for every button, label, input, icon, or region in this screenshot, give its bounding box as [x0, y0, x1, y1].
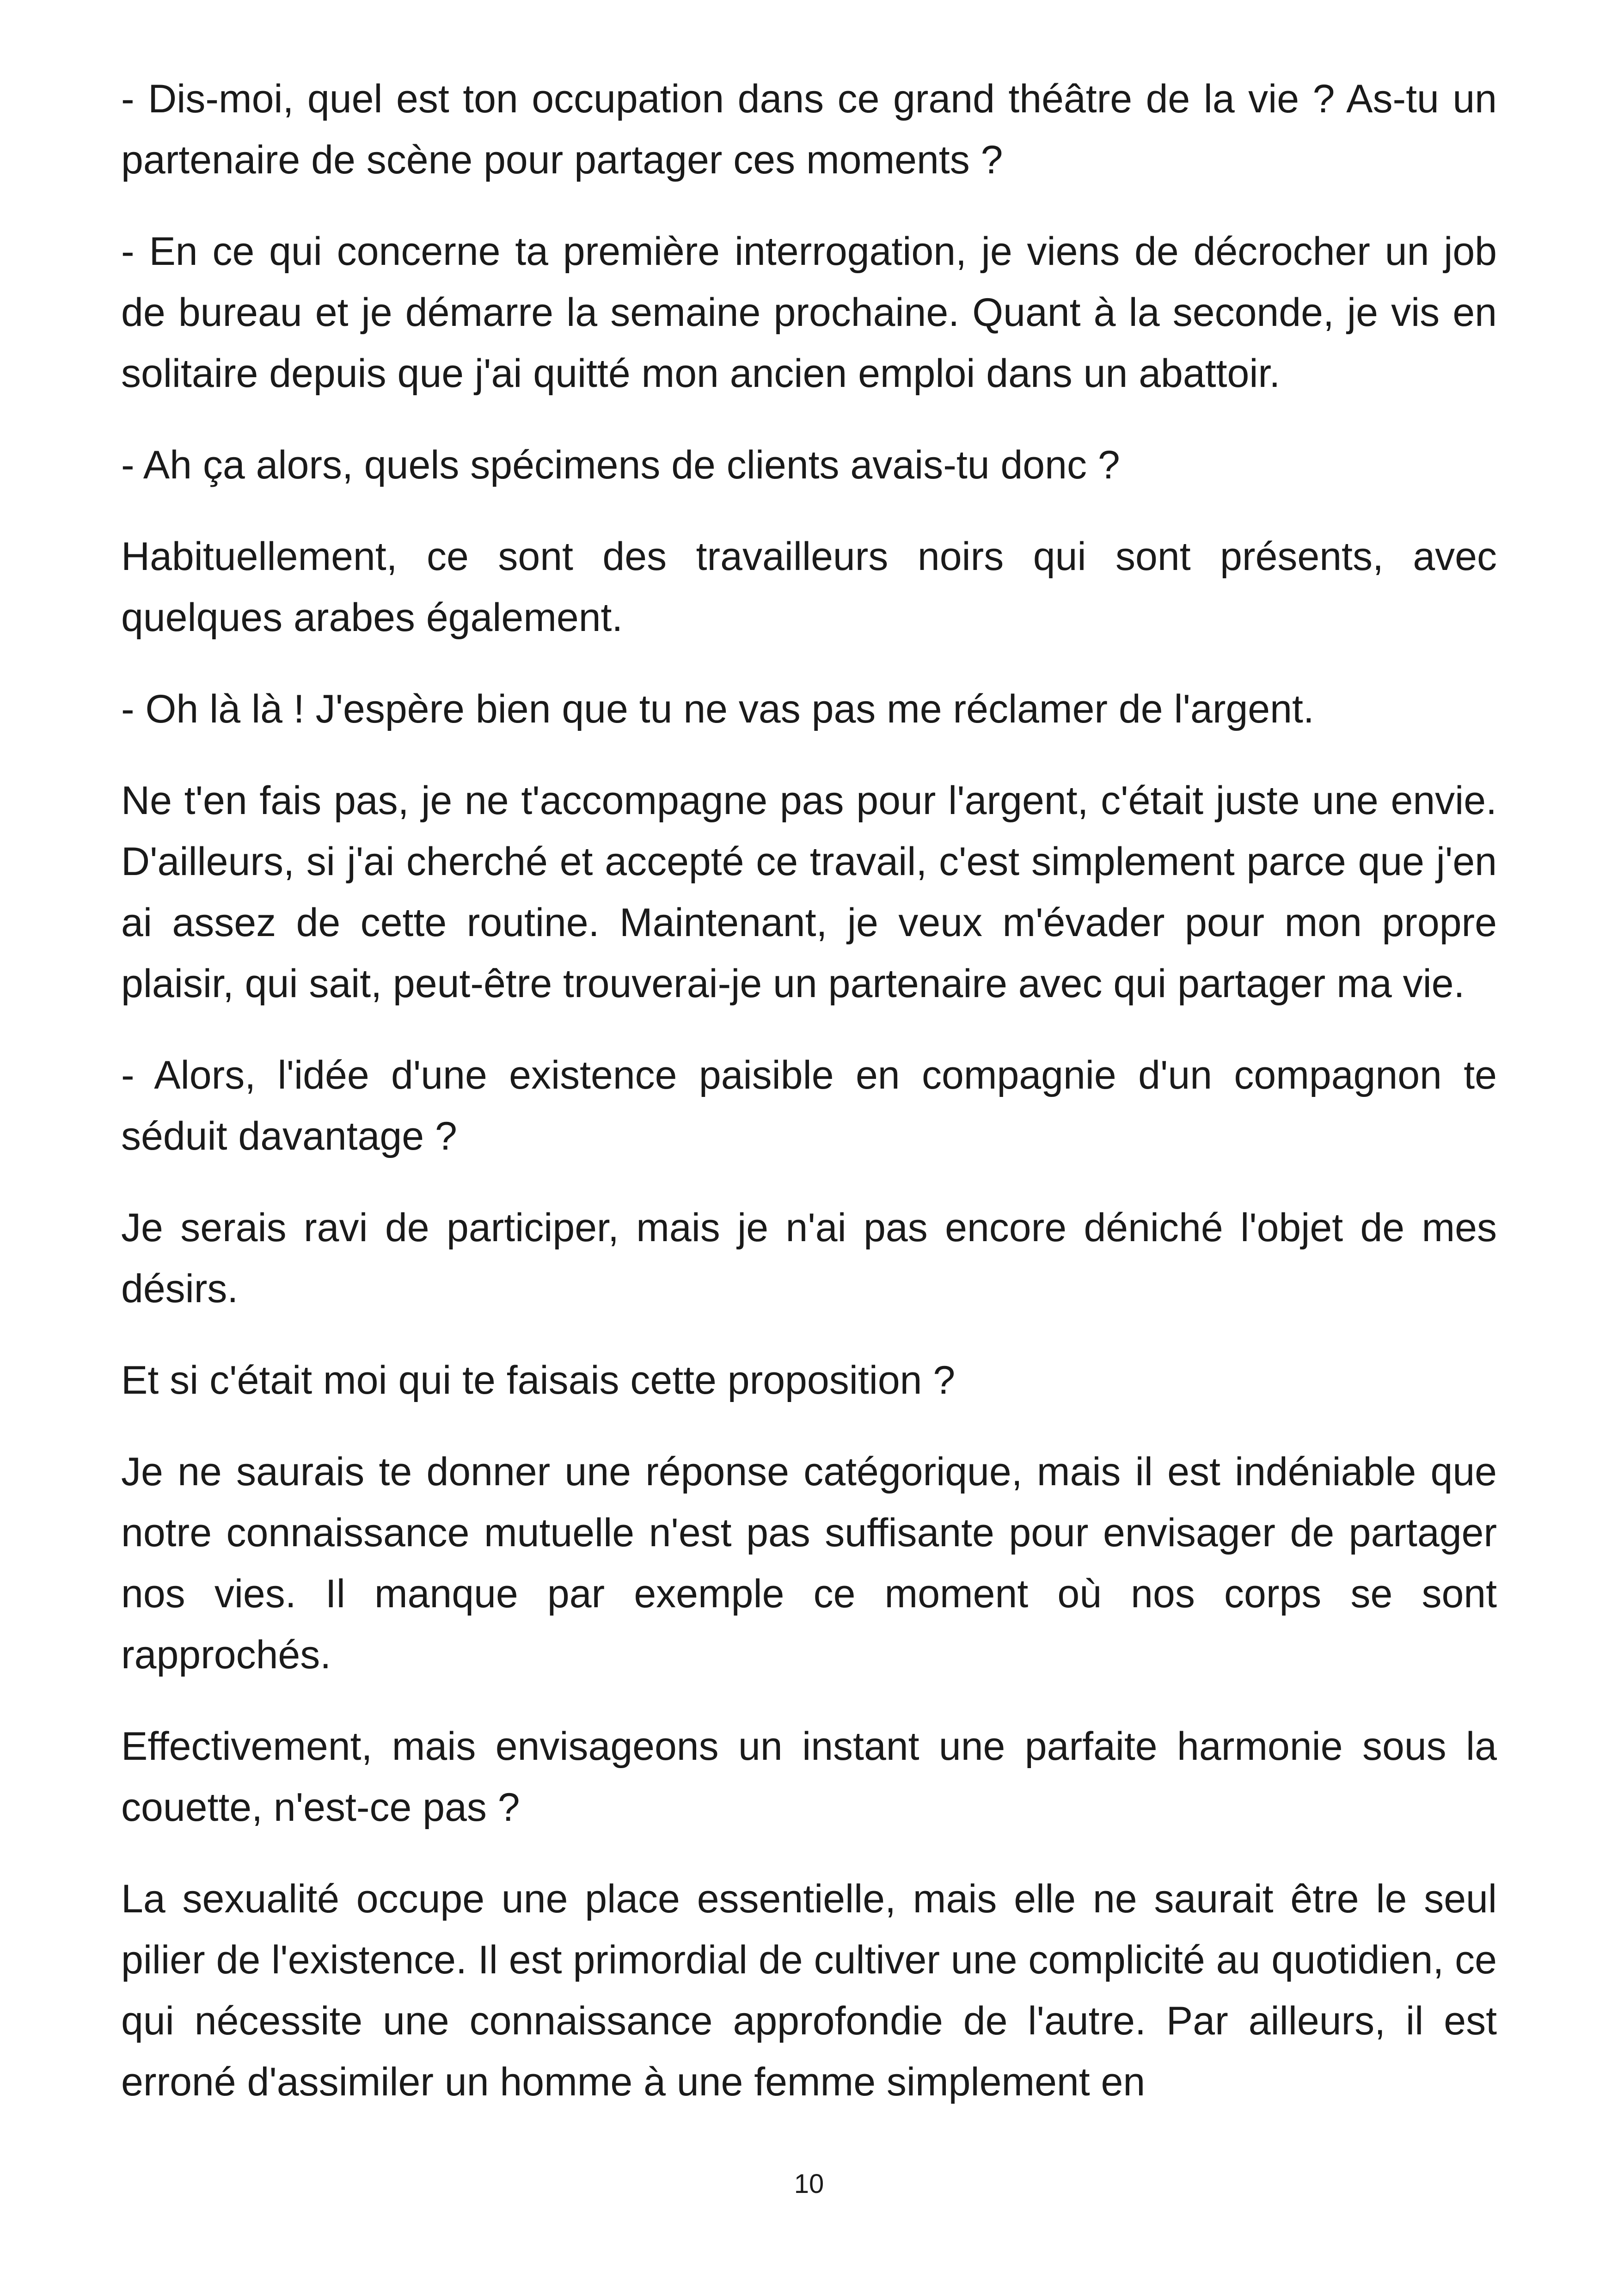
paragraph: Et si c'était moi qui te faisais cette proposition ? [121, 1358, 956, 1402]
paragraph: Habituellement, ce sont des travailleurs noirs qui sont présents, avec quelques arabes également. [121, 534, 1497, 640]
paragraph: Je ne saurais te donner une réponse catégorique, mais il est indéniable que notre connaissance mutuelle n'est pas suffisante pour envisager de partager nos vies. Il manque par exemple ce moment où nos corps se sont rapprochés. [121, 1450, 1497, 1677]
body-text [121, 68, 1497, 2112]
paragraph: Ne t'en fais pas, je ne t'accompagne pas pour l'argent, c'était juste une envie. D'ailleurs, si j'ai cherché et accepté ce travail, c'est simplement parce que j'en ai assez de cette routine. Maintenant, je veux m'évader pour mon propre plaisir, qui sait, peut-être trouverai-je un partenaire avec qui partager ma vie. [121, 778, 1497, 1006]
paragraph: Effectivement, mais envisageons un instant une parfaite harmonie sous la couette, n'est-ce pas ? [121, 1724, 1497, 1830]
paragraph: La sexualité occupe une place essentielle, mais elle ne saurait être le seul pilier de l'existence. Il est primordial de cultiver une complicité au quotidien, ce qui nécessite une connaissance approfondie de l'autre. Par ailleurs, il est erroné d'assimiler un homme à une femme simplement en [121, 1877, 1497, 2104]
paragraph: - Oh là là ! J'espère bien que tu ne vas pas me réclamer de l'argent. [121, 687, 1314, 731]
page-number: 10 [794, 2169, 824, 2199]
paragraph: - En ce qui concerne ta première interrogation, je viens de décrocher un job de bureau et je démarre la semaine prochaine. Quant à la seconde, je vis en solitaire depuis que j'ai quitté mon ancien emploi dans un abattoir. [121, 229, 1497, 396]
paragraph: - Dis-moi, quel est ton occupation dans ce grand théâtre de la vie ? As-tu un partenaire de scène pour partager ces moments ? [121, 77, 1497, 182]
paragraph: - Alors, l'idée d'une existence paisible en compagnie d'un compagnon te séduit davantage ? [121, 1053, 1497, 1158]
paragraph: Je serais ravi de participer, mais je n'ai pas encore déniché l'objet de mes désirs. [121, 1206, 1497, 1311]
paragraph: - Ah ça alors, quels spécimens de clients avais-tu donc ? [121, 443, 1120, 487]
